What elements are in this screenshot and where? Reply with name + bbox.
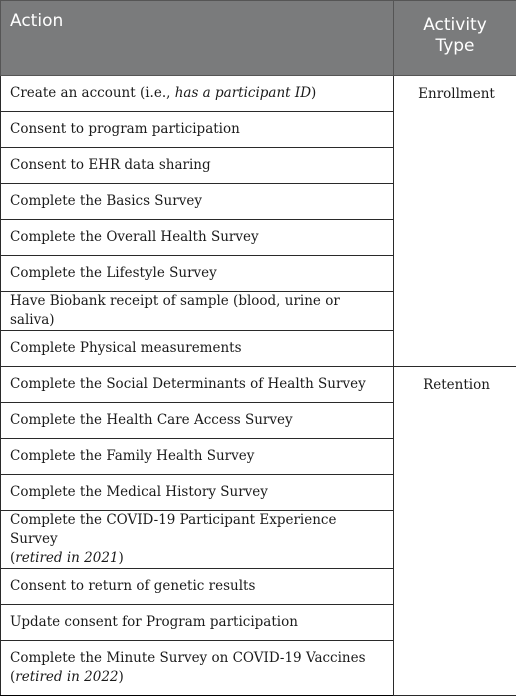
action-cell: Consent to return of genetic results bbox=[1, 569, 394, 605]
header-activity-type-line1: Activity bbox=[423, 15, 487, 35]
action-cell: Complete the Medical History Survey bbox=[1, 475, 394, 511]
activity-type-cell: Enrollment bbox=[394, 76, 516, 367]
note-close: ) bbox=[119, 550, 124, 566]
action-cell bbox=[1, 76, 394, 112]
action-cell bbox=[1, 641, 394, 696]
action-cell: Complete Physical measurements bbox=[1, 331, 394, 367]
action-text: Complete the COVID-19 Participant Experience Survey bbox=[10, 512, 336, 547]
action-cell: Consent to EHR data sharing bbox=[1, 148, 394, 184]
retired-note: retired in 2022 bbox=[15, 669, 118, 685]
action-cell: Complete the Overall Health Survey bbox=[1, 220, 394, 256]
header-activity-type-line2: Type bbox=[435, 36, 474, 56]
action-text: Complete the Minute Survey on COVID-19 Vaccines bbox=[10, 650, 366, 666]
note-open: ( bbox=[10, 669, 15, 685]
action-cell: Have Biobank receipt of sample (blood, urine or saliva) bbox=[1, 292, 394, 331]
header-activity-type bbox=[394, 1, 516, 76]
action-italic: has a participant ID bbox=[175, 85, 311, 101]
action-cell: Complete the Health Care Access Survey bbox=[1, 403, 394, 439]
action-suffix: ) bbox=[311, 85, 316, 101]
activity-type-cell: Retention bbox=[394, 367, 516, 696]
note-open: ( bbox=[10, 550, 15, 566]
header-row bbox=[1, 1, 516, 76]
table-row bbox=[1, 367, 516, 403]
action-cell: Complete the Basics Survey bbox=[1, 184, 394, 220]
action-cell bbox=[1, 511, 394, 569]
action-text: Create an account (i.e., bbox=[10, 85, 175, 101]
action-cell: Complete the Lifestyle Survey bbox=[1, 256, 394, 292]
action-cell: Consent to program participation bbox=[1, 112, 394, 148]
action-cell: Complete the Family Health Survey bbox=[1, 439, 394, 475]
header-action: Action bbox=[1, 1, 394, 76]
action-cell: Complete the Social Determinants of Health Survey bbox=[1, 367, 394, 403]
table-row bbox=[1, 76, 516, 112]
retired-note: retired in 2021 bbox=[15, 550, 118, 566]
note-close: ) bbox=[119, 669, 124, 685]
action-cell: Update consent for Program participation bbox=[1, 605, 394, 641]
